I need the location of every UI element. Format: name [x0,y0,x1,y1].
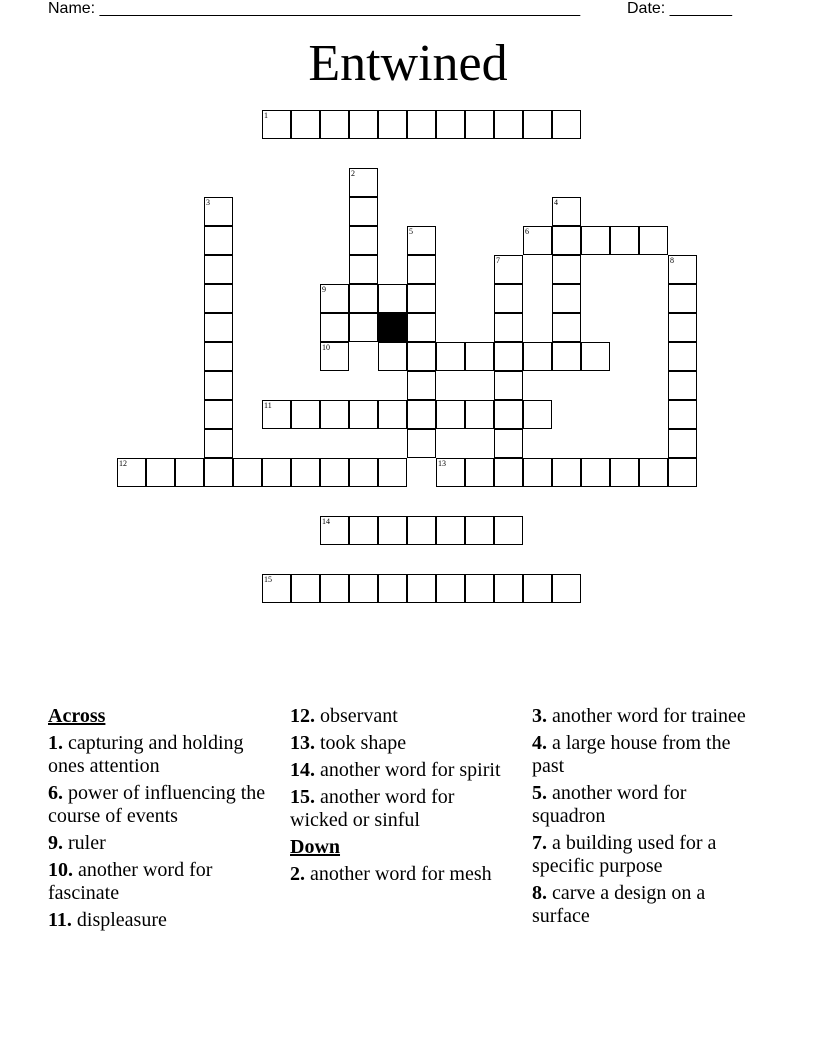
clue-item [48,732,268,778]
grid-cell[interactable] [494,255,523,284]
grid-cell[interactable] [146,458,175,487]
grid-cell[interactable] [494,458,523,487]
grid-cell[interactable] [668,342,697,371]
clue-item-text: power of influencing the course of events [48,782,266,827]
clue-heading-across: Across [48,705,106,727]
clue-item-text: took shape [315,732,407,754]
clue-item [532,832,752,878]
grid-cell[interactable] [436,110,465,139]
grid-cell[interactable] [349,255,378,284]
date-field-line: Date: _______ [627,0,732,17]
grid-cell[interactable] [668,458,697,487]
clue-item-text: another word for squadron [532,782,687,827]
grid-cell[interactable] [349,400,378,429]
clue-item [532,705,752,728]
grid-cell[interactable] [407,574,436,603]
grid-cell[interactable] [378,458,407,487]
grid-cell[interactable] [523,226,552,255]
clue-item [290,786,515,832]
grid-cell[interactable] [581,342,610,371]
grid-cell[interactable] [494,574,523,603]
grid-cell[interactable] [349,313,378,342]
grid-cell[interactable] [523,458,552,487]
clue-item [48,782,268,828]
grid-cell[interactable] [407,342,436,371]
grid-cell[interactable] [204,342,233,371]
grid-cell[interactable] [291,400,320,429]
grid-cell[interactable] [320,400,349,429]
grid-cell[interactable] [175,458,204,487]
clue-item [532,782,752,828]
grid-cell[interactable] [320,458,349,487]
clue-item [532,882,752,928]
grid-cell[interactable] [204,255,233,284]
grid-cell[interactable] [349,110,378,139]
grid-cell[interactable] [494,313,523,342]
clue-item [48,832,268,855]
grid-cell[interactable] [407,255,436,284]
grid-cell[interactable] [639,226,668,255]
grid-cell[interactable] [668,255,697,284]
clue-item-number: 2. [290,863,305,885]
grid-cell[interactable] [349,284,378,313]
grid-cell[interactable] [204,400,233,429]
grid-cell[interactable] [436,458,465,487]
grid-cell[interactable] [465,516,494,545]
clue-item-text: another word for trainee [547,705,746,727]
clue-item-number: 8. [532,882,547,904]
grid-cell[interactable] [610,458,639,487]
grid-cell[interactable] [552,226,581,255]
grid-cell[interactable] [494,371,523,400]
clue-column-1 [48,705,268,936]
clue-item [290,863,515,886]
clue-item-number: 4. [532,732,547,754]
grid-cell[interactable] [668,313,697,342]
clue-item [532,732,752,778]
grid-cell[interactable] [639,458,668,487]
clue-number: 14 [322,517,330,526]
clue-item-text: another word for spirit [315,759,501,781]
clue-item-number: 15. [290,786,315,808]
clue-item-text: a building used for a specific purpose [532,832,717,877]
grid-cell[interactable] [581,226,610,255]
grid-cell[interactable] [407,313,436,342]
clue-number: 5 [409,227,413,236]
grid-cell[interactable] [349,516,378,545]
clue-item [290,759,515,782]
clue-number: 3 [206,198,210,207]
grid-cell[interactable] [378,516,407,545]
clue-item-text: a large house from the past [532,732,731,777]
grid-cell[interactable] [494,284,523,313]
grid-cell[interactable] [436,342,465,371]
grid-cell[interactable] [465,574,494,603]
grid-cell[interactable] [262,458,291,487]
grid-cell[interactable] [494,110,523,139]
name-field-line: Name: ______________________________________________________ [48,0,581,17]
grid-cell[interactable] [523,110,552,139]
clue-item-number: 6. [48,782,63,804]
clue-number: 7 [496,256,500,265]
clue-number: 6 [525,227,529,236]
clue-number: 4 [554,198,558,207]
grid-cell[interactable] [204,226,233,255]
grid-cell[interactable] [668,284,697,313]
clue-number: 8 [670,256,674,265]
page-title: Entwined [308,35,508,92]
clue-item-number: 9. [48,832,63,854]
clue-item-text: displeasure [71,909,167,931]
grid-cell[interactable] [465,458,494,487]
grid-cell[interactable] [233,458,262,487]
clue-item-number: 5. [532,782,547,804]
clue-item-number: 11. [48,909,72,931]
grid-cell[interactable] [465,342,494,371]
grid-cell[interactable] [668,400,697,429]
grid-cell[interactable] [494,342,523,371]
grid-cell[interactable] [349,458,378,487]
grid-cell[interactable] [552,342,581,371]
grid-cell[interactable] [320,342,349,371]
grid-cell[interactable] [320,284,349,313]
grid-cell[interactable] [204,429,233,458]
grid-cell[interactable] [668,371,697,400]
grid-cell[interactable] [378,284,407,313]
clue-item-text: capturing and holding ones attention [48,732,244,777]
grid-cell[interactable] [465,400,494,429]
grid-cell[interactable] [494,429,523,458]
grid-cell[interactable] [407,371,436,400]
grid-cell[interactable] [204,458,233,487]
grid-cell[interactable] [436,400,465,429]
grid-cell[interactable] [494,516,523,545]
grid-cell[interactable] [407,226,436,255]
grid-cell[interactable] [320,516,349,545]
grid-cell[interactable] [320,574,349,603]
grid-cell[interactable] [668,429,697,458]
clue-item-text: carve a design on a surface [532,882,706,927]
grid-cell[interactable] [523,342,552,371]
grid-cell[interactable] [291,458,320,487]
clue-item-number: 14. [290,759,315,781]
grid-cell[interactable] [552,110,581,139]
grid-cell[interactable] [262,400,291,429]
clue-column-3 [532,705,752,932]
grid-cell[interactable] [523,400,552,429]
grid-cell[interactable] [407,284,436,313]
clue-number: 13 [438,459,446,468]
grid-cell[interactable] [407,110,436,139]
grid-cell[interactable] [465,110,494,139]
grid-cell[interactable] [552,255,581,284]
grid-cell[interactable] [407,400,436,429]
grid-cell[interactable] [552,313,581,342]
grid-cell[interactable] [552,574,581,603]
grid-cell[interactable] [552,458,581,487]
clue-item-text: observant [315,705,398,727]
grid-cell[interactable] [436,516,465,545]
grid-cell[interactable] [610,226,639,255]
clue-item [48,859,268,905]
clue-item-number: 1. [48,732,63,754]
clue-item-number: 13. [290,732,315,754]
clue-item-text: another word for fascinate [48,859,213,904]
grid-cell[interactable] [349,197,378,226]
clue-number: 1 [264,111,268,120]
grid-cell[interactable] [291,110,320,139]
grid-cell[interactable] [407,516,436,545]
grid-cell[interactable] [204,313,233,342]
grid-cell[interactable] [204,371,233,400]
clue-number: 10 [322,343,330,352]
clue-number: 2 [351,169,355,178]
grid-cell[interactable] [407,429,436,458]
grid-cell[interactable] [436,574,465,603]
clue-item [290,705,515,728]
grid-cell[interactable] [320,110,349,139]
grid-cell[interactable] [552,284,581,313]
clue-item-text: another word for mesh [305,863,492,885]
grid-cell[interactable] [378,110,407,139]
clue-item-number: 12. [290,705,315,727]
grid-cell[interactable] [581,458,610,487]
clue-number: 12 [119,459,127,468]
grid-cell[interactable] [494,400,523,429]
clue-number: 11 [264,401,272,410]
clue-column-2 [290,705,515,890]
grid-cell[interactable] [204,197,233,226]
grid-cell[interactable] [552,197,581,226]
grid-cell[interactable] [262,110,291,139]
clue-item-text: another word for wicked or sinful [290,786,455,831]
grid-cell[interactable] [378,400,407,429]
clue-item [48,909,268,932]
grid-cell[interactable] [349,168,378,197]
grid-cell[interactable] [378,574,407,603]
clue-item-number: 3. [532,705,547,727]
clue-number: 9 [322,285,326,294]
grid-cell[interactable] [523,574,552,603]
clue-heading-down: Down [290,836,341,858]
clue-item-number: 10. [48,859,73,881]
grid-cell[interactable] [262,574,291,603]
grid-cell[interactable] [378,342,407,371]
clue-item-text: ruler [63,832,106,854]
black-cell [378,313,407,342]
grid-cell[interactable] [117,458,146,487]
grid-cell[interactable] [349,574,378,603]
clue-number: 15 [264,575,272,584]
clue-item-number: 7. [532,832,547,854]
grid-cell[interactable] [204,284,233,313]
grid-cell[interactable] [320,313,349,342]
clue-item [290,732,515,755]
grid-cell[interactable] [349,226,378,255]
grid-cell[interactable] [291,574,320,603]
